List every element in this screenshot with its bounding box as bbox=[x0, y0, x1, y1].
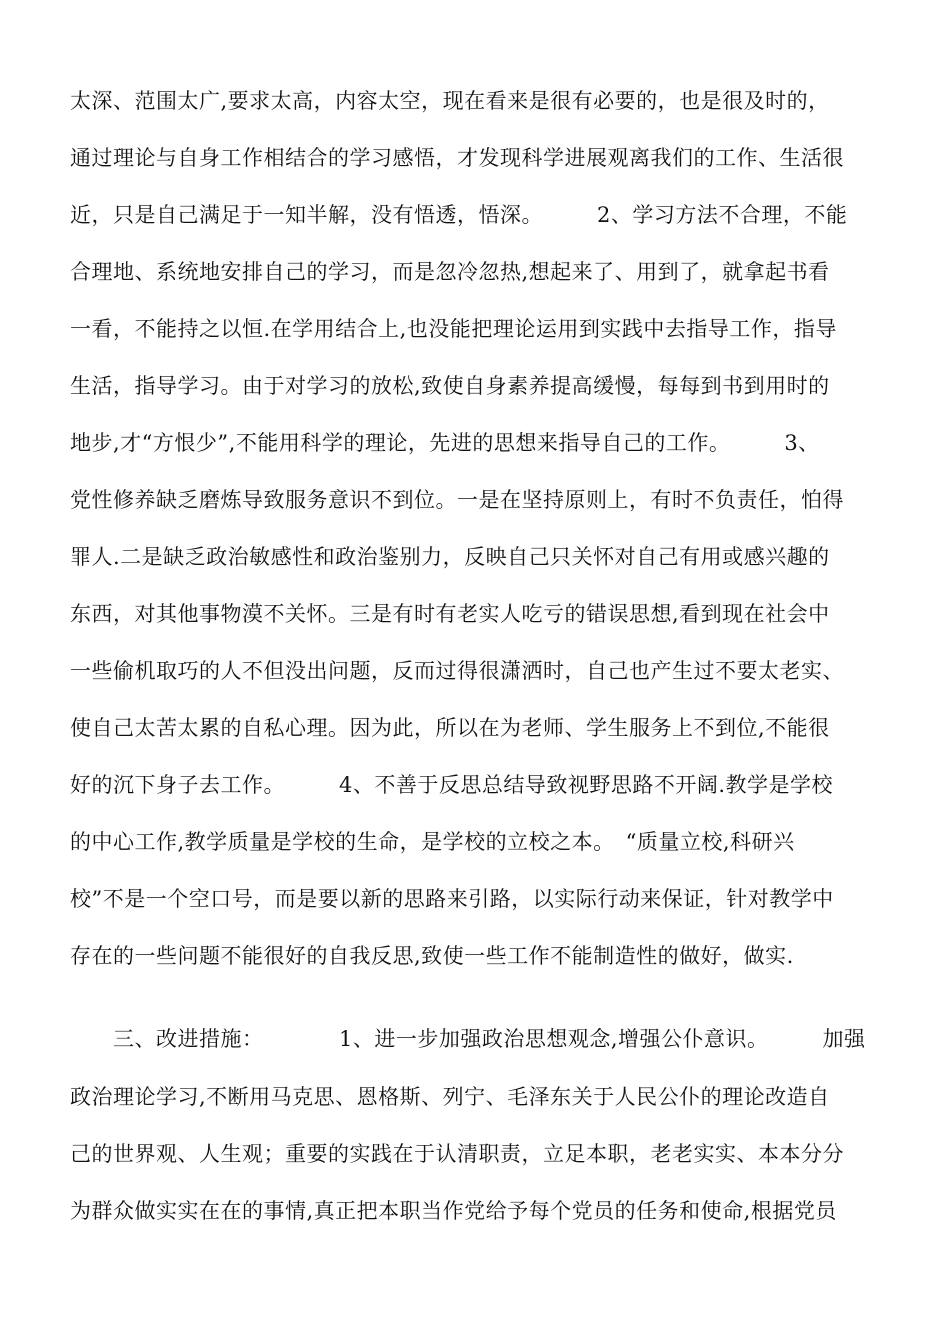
text-line: 合理地、系统地安排自己的学习，而是忽冷忽热,想起来了、用到了，就拿起书看 bbox=[70, 260, 830, 284]
text-line: 的中心工作,教学质量是学校的生命，是学校的立校之本。 “质量立校,科研兴 bbox=[70, 830, 795, 854]
text-line: 通过理论与自身工作相结合的学习感悟，才发现科学进展观离我们的工作、生活很 bbox=[70, 146, 844, 170]
text-line: 为群众做实实在在的事情,真正把本职当作党给予每个党员的任务和使命,根据党员 bbox=[70, 1199, 837, 1223]
text-line: 存在的一些问题不能很好的自我反思,致使一些工作不能制造性的做好，做实. bbox=[70, 944, 794, 968]
text-line: 三、改进措施： 1、进一步加强政治思想观念,增强公仆意识。 加强 bbox=[70, 1027, 866, 1051]
text-line: 己的世界观、人生观；重要的实践在于认清职责，立足本职，老老实实、本本分分 bbox=[70, 1142, 844, 1166]
text-line: 好的沉下身子去工作。 4、不善于反思总结导致视野思路不开阔.教学是学校 bbox=[70, 773, 834, 797]
text-line: 党性修养缺乏磨炼导致服务意识不到位。一是在坚持原则上，有时不负责任，怕得 bbox=[70, 488, 844, 512]
text-line: 东西，对其他事物漠不关怀。三是有时有老实人吃亏的错误思想,看到现在社会中 bbox=[70, 602, 830, 626]
text-line: 太深、范围太广,要求太高，内容太空，现在看来是很有必要的，也是很及时的， bbox=[70, 89, 830, 113]
text-line: 政治理论学习,不断用马克思、恩格斯、列宁、毛泽东关于人民公仆的理论改造自 bbox=[70, 1085, 830, 1109]
text-line: 罪人.二是缺乏政治敏感性和政治鉴别力，反映自己只关怀对自己有用或感兴趣的 bbox=[70, 545, 830, 569]
text-line: 一看，不能持之以恒.在学用结合上,也没能把理论运用到实践中去指导工作，指导 bbox=[70, 317, 837, 341]
text-line: 地步,才“方恨少”,不能用科学的理论，先进的思想来指导自己的工作。 3、 bbox=[70, 431, 820, 455]
text-line: 生活，指导学习。由于对学习的放松,致使自身素养提高缓慢，每每到书到用时的 bbox=[70, 374, 830, 398]
text-line: 使自己太苦太累的自私心理。因为此，所以在为老师、学生服务上不到位,不能很 bbox=[70, 716, 830, 740]
text-line: 校”不是一个空口号，而是要以新的思路来引路，以实际行动来保证，针对教学中 bbox=[70, 887, 834, 911]
text-line: 近，只是自己满足于一知半解，没有悟透，悟深。 2、学习方法不合理，不能 bbox=[70, 203, 848, 227]
text-line: 一些偷机取巧的人不但没出问题，反而过得很潇洒时，自己也产生过不要太老实、 bbox=[70, 659, 844, 683]
